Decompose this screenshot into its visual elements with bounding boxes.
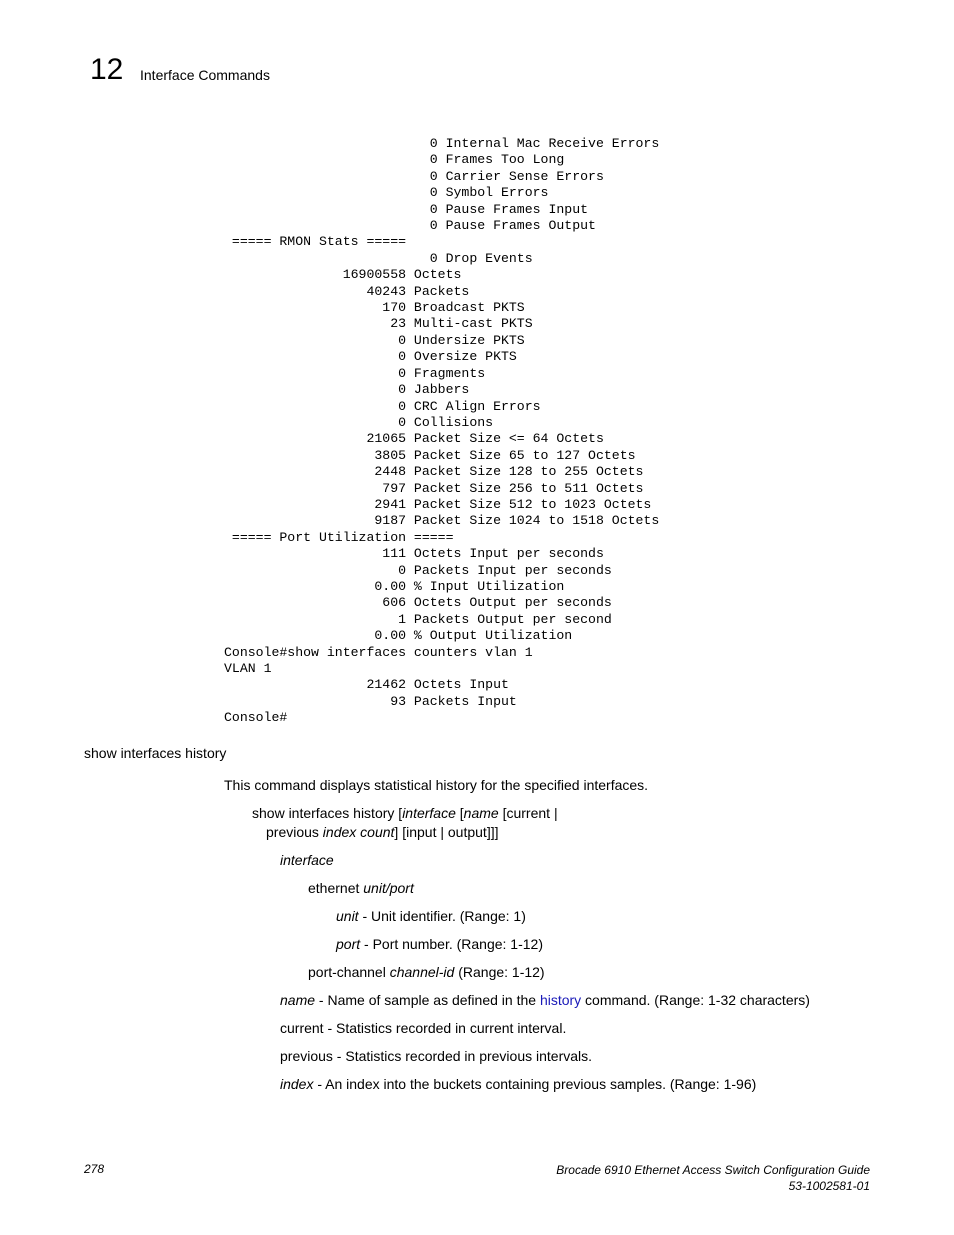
syntax-index-count: index count: [318, 824, 395, 840]
code-line: ===== Port Utilization =====: [224, 529, 454, 545]
code-line: 0 Jabbers: [224, 382, 470, 398]
syntax-pipe: |: [436, 824, 448, 840]
code-line: 0 Oversize PKTS: [224, 349, 517, 365]
syntax-bracket: [: [455, 805, 464, 821]
param-unit-term: unit: [336, 908, 359, 924]
syntax-bracket: ] [: [394, 824, 407, 840]
syntax-line-1: [252, 804, 558, 822]
param-unit-desc: - Unit identifier. (Range: 1): [358, 908, 526, 924]
code-line: 16900558 Octets: [224, 267, 462, 283]
code-line: Console#show interfaces counters vlan 1: [224, 644, 533, 660]
code-line: 0 CRC Align Errors: [224, 398, 541, 414]
code-line: 0 Undersize PKTS: [224, 332, 525, 348]
code-line: 606 Octets Output per seconds: [224, 595, 612, 611]
syntax-command: show interfaces history: [252, 805, 395, 821]
footer-doc-id: 53-1002581-01: [788, 1179, 870, 1193]
code-line: 1 Packets Output per second: [224, 611, 612, 627]
param-name-desc: - Name of sample as defined in the: [315, 992, 540, 1008]
code-line: 2941 Packet Size 512 to 1023 Octets: [224, 496, 652, 512]
footer-guide-title: Brocade 6910 Ethernet Access Switch Configuration Guide: [556, 1163, 870, 1177]
param-name-desc-end: command. (Range: 1-32 characters): [581, 992, 810, 1008]
param-unit: [336, 907, 526, 925]
chapter-number: 12: [90, 53, 124, 86]
code-line: 0 Drop Events: [224, 250, 533, 266]
syntax-bracket: [: [498, 805, 507, 821]
code-line: 0 Collisions: [224, 414, 494, 430]
param-previous: [280, 1047, 592, 1065]
code-line: 0 Pause Frames Input: [224, 201, 589, 217]
param-ethernet: [308, 879, 414, 897]
syntax-current: current: [506, 805, 551, 821]
param-current-desc: - Statistics recorded in current interval.: [323, 1020, 567, 1036]
command-description: This command displays statistical history for the specified interfaces.: [224, 777, 649, 793]
param-port-desc: - Port number. (Range: 1-12): [360, 936, 543, 952]
footer-right: [556, 1162, 870, 1194]
section-heading: show interfaces history: [84, 745, 227, 761]
param-port-channel: [308, 963, 545, 981]
param-port-channel-keyword: port-channel: [308, 964, 386, 980]
code-block: [224, 136, 659, 727]
syntax-input: input: [406, 824, 437, 840]
syntax-previous: previous: [266, 824, 319, 840]
syntax-interface: interface: [402, 805, 456, 821]
code-line: 2448 Packet Size 128 to 255 Octets: [224, 464, 644, 480]
code-line: 3805 Packet Size 65 to 127 Octets: [224, 447, 636, 463]
code-line: 0 Frames Too Long: [224, 152, 565, 168]
syntax-output: output: [447, 824, 487, 840]
param-current-term: current: [280, 1020, 324, 1036]
param-name: [280, 991, 810, 1009]
param-ethernet-keyword: ethernet: [308, 880, 360, 896]
code-line: ===== RMON Stats =====: [224, 234, 407, 250]
param-name-term: name: [280, 992, 316, 1008]
syntax-line-2: [266, 823, 498, 841]
code-line: 0.00 % Output Utilization: [224, 628, 573, 644]
chapter-title: Interface Commands: [140, 67, 270, 83]
code-line: 21065 Packet Size <= 64 Octets: [224, 431, 604, 447]
param-channel-id: channel-id: [385, 964, 455, 980]
code-line: 93 Packets Input: [224, 693, 517, 709]
syntax-name: name: [463, 805, 499, 821]
code-line: 40243 Packets: [224, 283, 470, 299]
code-line: 9187 Packet Size 1024 to 1518 Octets: [224, 513, 660, 529]
code-line: 0 Internal Mac Receive Errors: [224, 136, 660, 151]
code-line: 0 Fragments: [224, 365, 486, 381]
code-line: 0 Pause Frames Output: [224, 218, 596, 234]
param-previous-desc: - Statistics recorded in previous intervals.: [332, 1048, 593, 1064]
param-unit-port: unit/port: [359, 880, 414, 896]
history-link[interactable]: history: [539, 992, 582, 1008]
code-line: 0 Symbol Errors: [224, 185, 549, 201]
syntax-bracket: ]]]: [486, 824, 499, 840]
param-current: [280, 1019, 566, 1037]
param-port: [336, 935, 543, 953]
code-line: 0 Packets Input per seconds: [224, 562, 612, 578]
param-interface-label: interface: [280, 852, 334, 868]
param-port-term: port: [336, 936, 361, 952]
footer-page-number: 278: [84, 1162, 105, 1176]
code-line: 23 Multi-cast PKTS: [224, 316, 533, 332]
code-line: Console#: [224, 710, 288, 726]
code-line: VLAN 1: [224, 661, 272, 676]
code-line: 0 Carrier Sense Errors: [224, 168, 604, 184]
code-line: 21462 Octets Input: [224, 677, 509, 693]
code-line: 0.00 % Input Utilization: [224, 578, 565, 594]
syntax-pipe: |: [550, 805, 558, 821]
code-line: 170 Broadcast PKTS: [224, 300, 525, 316]
param-index-desc: - An index into the buckets containing previous samples. (Range: 1-96): [313, 1076, 757, 1092]
code-line: 111 Octets Input per seconds: [224, 546, 604, 562]
syntax-bracket: [: [394, 805, 403, 821]
param-interface: [280, 851, 334, 869]
param-previous-term: previous: [280, 1048, 333, 1064]
param-port-channel-range: (Range: 1-12): [454, 964, 545, 980]
param-index: [280, 1075, 756, 1093]
code-line: 797 Packet Size 256 to 511 Octets: [224, 480, 644, 496]
param-index-term: index: [280, 1076, 314, 1092]
